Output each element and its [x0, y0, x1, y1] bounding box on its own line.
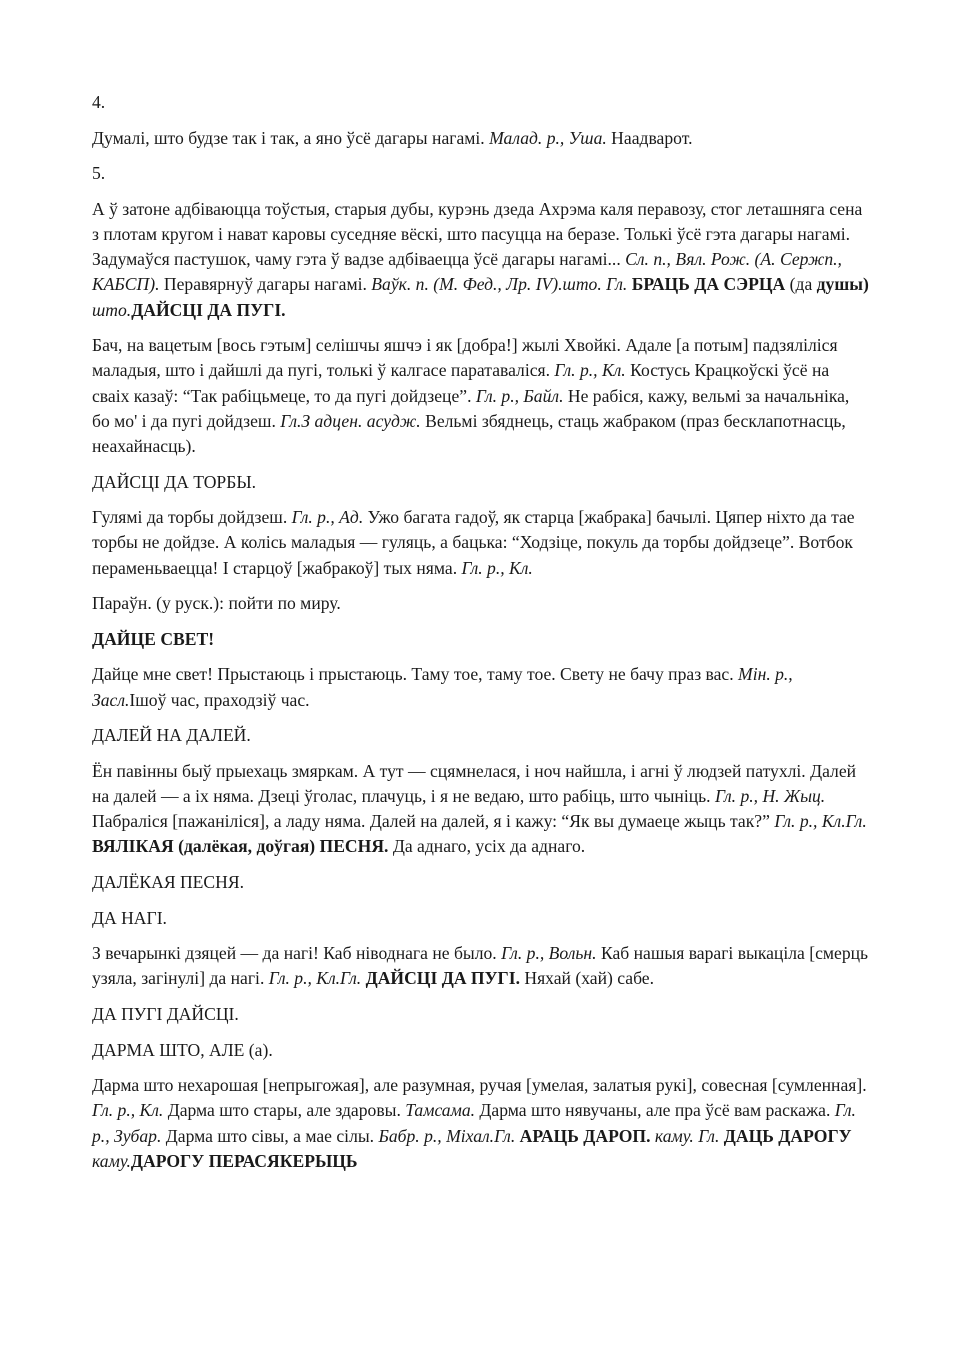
- paragraph-p6: [92, 470, 870, 495]
- text-run: Дарма што сівы, а мае сілы.: [161, 1125, 379, 1146]
- text-run: Вельмі збяднець, стаць жабраком (праз бесклапотнасць, неахайнасць).: [92, 410, 846, 456]
- text-run: Перавярнуў дагары нагамі.: [159, 274, 372, 295]
- text-run: Дарма што нехарошая [непрыгожая], але разумная, ручая [умелая, залатыя рукі], совесная [сумленная].: [92, 1075, 867, 1096]
- italic-source-ref: Мін. р., Засл.: [92, 664, 793, 710]
- italic-source-ref: што.: [92, 299, 132, 320]
- text-run: Ён павінны быў прыехаць змяркам. А тут — сцямнелася, і ноч найшла, і агні ў людзей патухлі. Далей на далей — а іх няма. Дзеці ўголас, плачуць, і я не ведаю, што рабіць, што чыніць.: [92, 760, 857, 806]
- italic-source-ref: Гл. р., Вольн.: [501, 943, 597, 964]
- paragraph-p16: [92, 1002, 870, 1027]
- italic-source-ref: Гл. р., Кл.: [92, 1100, 164, 1121]
- text-run: Дарма што стары, але здаровы.: [163, 1100, 406, 1121]
- text-run: (да: [785, 274, 817, 295]
- italic-source-ref: Гл. р., Ад.: [291, 507, 364, 528]
- text-run: Не рабіся, кажу, вельмі за начальніка, бо мо' і да пугі дойдзеш.: [92, 385, 850, 431]
- bold-headword: ДАЦЬ ДАРОГУ: [723, 1125, 852, 1146]
- bold-headword: АРАЦЬ ДАРОП.: [519, 1125, 651, 1146]
- bold-headword: ДАЙЦЕ СВЕТ!: [92, 628, 215, 649]
- italic-source-ref: Гл. р., Н. Жыц.: [714, 785, 826, 806]
- bold-headword: ДАЙСЦІ ДА ПУГІ.: [131, 299, 286, 320]
- italic-source-ref: Тамсама.: [405, 1100, 476, 1121]
- text-run: Каб нашыя варагі выкаціла [смерць узяла, загінулі] да нагі.: [92, 943, 869, 989]
- paragraph-p18: [92, 1073, 870, 1174]
- bold-headword: ДАРОГУ ПЕРАСЯКЕРЫЦЬ: [130, 1150, 358, 1171]
- bold-headword: душы): [816, 274, 869, 295]
- bold-headword: ВЯЛІКАЯ (далёкая, доўгая) ПЕСНЯ.: [92, 836, 389, 857]
- text-run: Костусь Крацкоўскі ўсё на сваіх казаў: “Так рабіцьмеце, то да пугі дойдзеце”.: [92, 360, 830, 406]
- italic-source-ref: Сл. п., Вял. Рож. (А. Сержп., КАБСП).: [92, 249, 842, 295]
- text-run: ДАЛЁКАЯ ПЕСНЯ.: [92, 871, 244, 892]
- text-run: 4.: [92, 92, 106, 112]
- text-run: Дарма што нявучаны, але пра ўсё вам раскажа.: [475, 1100, 835, 1121]
- italic-source-ref: Гл. р., Кл.Гл.: [774, 811, 867, 832]
- paragraph-p11: [92, 723, 870, 748]
- text-run: ДА НАГІ.: [92, 907, 167, 928]
- italic-source-ref: Гл. р., Байл.: [475, 385, 564, 406]
- italic-source-ref: Ваўк. п. (М. Фед., Лр. IV).што. Гл.: [371, 274, 628, 295]
- italic-source-ref: каму.: [92, 1150, 131, 1171]
- text-run: З вечарынкі дзяцей — да нагі! Каб ніводнага не было.: [92, 943, 502, 964]
- text-run: Пабраліся [пажаніліся], а ладу няма. Далей на далей, я і кажу: “Як вы думаеце жыць так?”: [92, 811, 775, 832]
- paragraph-p17: [92, 1038, 870, 1063]
- text-run: Бач, на вацетым [вось гэтым] селішчы яшчэ і як [добра!] жылі Хвойкі. Адале [а потым] падзяліліся маладыя, што і дайшлі да пугі, толькі ў калгасе паратаваліся.: [92, 335, 838, 381]
- italic-source-ref: Гл. р., Кл.: [461, 557, 533, 578]
- text-run: Наадварот.: [606, 127, 693, 148]
- paragraph-p10: [92, 662, 870, 712]
- italic-source-ref: Гл. р., Кл.Гл.: [268, 968, 362, 989]
- paragraph-p5: [92, 333, 870, 459]
- text-run: Думалі, што будзе так і так, а яно ўсё дагары нагамі.: [92, 127, 490, 148]
- paragraph-p1: [92, 90, 870, 115]
- text-run: 5.: [92, 163, 106, 184]
- document-page: [92, 90, 870, 1184]
- italic-source-ref: Гл.З адцен. асудж.: [280, 410, 421, 431]
- paragraph-p8: [92, 591, 870, 616]
- bold-headword: БРАЦЬ ДА СЭРЦА: [631, 274, 786, 295]
- text-run: Да аднаго, усіх да аднаго.: [388, 836, 586, 857]
- text-run: Няхай (хай) сабе.: [519, 968, 655, 989]
- text-run: ДАРМА ШТО, АЛЕ (а).: [92, 1039, 273, 1060]
- text-run: ДАЙСЦІ ДА ТОРБЫ.: [92, 471, 257, 492]
- paragraph-p9: [92, 627, 870, 652]
- italic-source-ref: Гл. р., Кл.: [554, 360, 626, 381]
- italic-source-ref: Бабр. р., Міхал.Гл.: [378, 1125, 516, 1146]
- paragraph-p4: [92, 197, 870, 323]
- paragraph-p13: [92, 870, 870, 895]
- text-run: Ужо багата гадоў, як старца [жабрака] бачылі. Цяпер ніхто да тае торбы не дойдзе. А колісь маладыя — гуляць, а бацька: “Ходзіце, покуль да торбы дойдзеце”. Вотбок пераменьваецца! І старцоў [жабракоў] тых няма.: [92, 507, 855, 578]
- italic-source-ref: каму. Гл.: [654, 1125, 720, 1146]
- paragraph-p15: [92, 941, 870, 991]
- text-run: Параўн. (у руск.): пойти по миру.: [92, 593, 341, 614]
- italic-source-ref: Гл. р., Зубар.: [92, 1100, 856, 1146]
- paragraph-p12: [92, 759, 870, 860]
- text-run: ДАЛЕЙ НА ДАЛЕЙ.: [92, 725, 251, 746]
- text-run: А ў затоне адбіваюцца тоўстыя, старыя дубы, курэнь дзеда Ахрэма каля перавозу, стог леташняга сена з плотам кругом і нават каровы суседняе вёскі, што пасуцца на беразе. Толькі ўсё гэта дагары нагамі. Задумаўся пастушок, чаму гэта ў вадзе адбіваецца ўсё дагары нагамі...: [92, 198, 863, 270]
- paragraph-p3: [92, 161, 870, 186]
- bold-headword: ДАЙСЦІ ДА ПУГІ.: [365, 968, 520, 989]
- text-run: Ішоў час, праходзіў час.: [129, 689, 310, 710]
- text-run: Дайце мне свет! Прыстаюць і прыстаюць. Таму тое, таму тое. Свету не бачу праз вас.: [92, 664, 739, 685]
- paragraph-p14: [92, 906, 870, 931]
- paragraph-p2: [92, 126, 870, 151]
- text-run: ДА ПУГІ ДАЙСЦІ.: [92, 1003, 239, 1024]
- italic-source-ref: Малад. р., Уша.: [489, 127, 607, 148]
- paragraph-p7: [92, 505, 870, 581]
- text-run: Гулямі да торбы дойдзеш.: [92, 507, 292, 528]
